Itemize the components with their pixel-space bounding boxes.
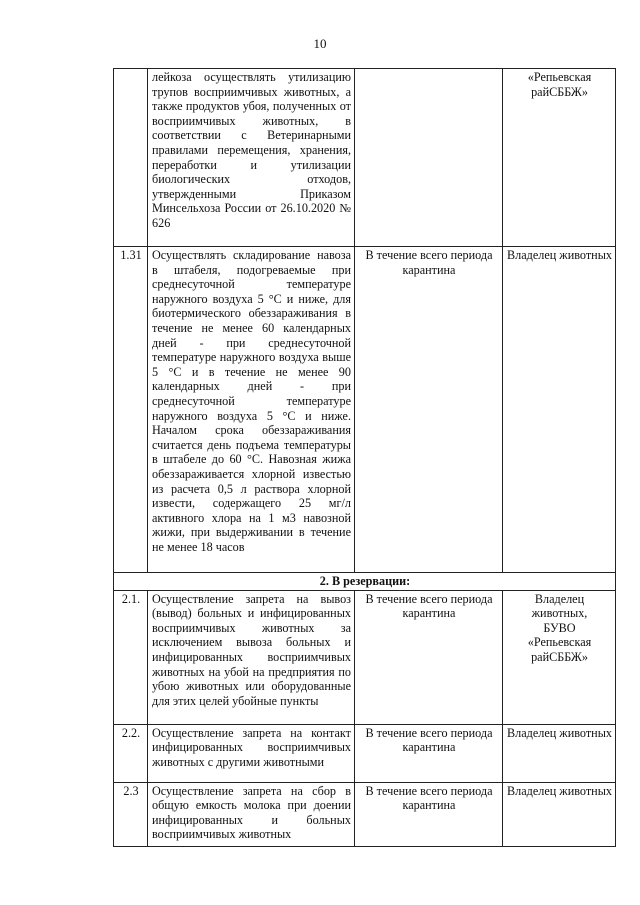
table-row	[114, 724, 616, 782]
row-number: 2.2.	[114, 724, 148, 782]
row-term: В течение всего периода карантина	[355, 782, 503, 846]
row-responsible: Владелец животных	[503, 782, 616, 846]
row-number	[114, 69, 148, 247]
section-header-row	[114, 573, 616, 591]
row-description: Осуществление запрета на сбор в общую емкость молока при доении инфицированных и больных восприимчивых животных	[148, 782, 355, 846]
row-description: Осуществление запрета на вывоз (вывод) больных и инфицированных восприимчивых животных за исключением вывоза больных и инфицированных восприимчивых животных на убой на предприятия по убою животных или оборудованные для этих целей убойные пункты	[148, 590, 355, 724]
row-description: лейкоза осуществлять утилизацию трупов восприимчивых животных, а также продуктов убоя, полученных от восприимчивых животных, в соответствии с Ветеринарными правилами перемещения, хранения, переработки и утилизации биологических отходов, утвержденными Приказом Минсельхоза России от 26.10.2020 № 626	[148, 69, 355, 247]
row-number: 2.1.	[114, 590, 148, 724]
row-responsible: «Репьевская райСББЖ»	[503, 69, 616, 247]
measures-table	[113, 68, 616, 847]
row-number: 2.3	[114, 782, 148, 846]
page-number: 10	[313, 36, 327, 51]
row-description: Осуществлять складирование навоза в штабеля, подогреваемые при среднесуточной температуре наружного воздуха 5 °С и ниже, для биотермического обеззараживания в течение не менее 60 календарных дней - при среднесуточной температуре наружного воздуха выше 5 °С и в течение не менее 90 календарных дней - при среднесуточной температуре наружного воздуха 5 °С и ниже. Началом срока обеззараживания считается день подъема температуры в штабеле до 60 °С. Навозная жижа обеззараживается хлорной известью из расчета 0,5 л раствора хлорной извести, содержащего 25 мг/л активного хлора на 1 м3 навозной жижи, при выдерживании в течение не менее 18 часов	[148, 247, 355, 573]
table-row	[114, 590, 616, 724]
row-responsible: Владелец животных	[503, 247, 616, 573]
row-term: В течение всего периода карантина	[355, 724, 503, 782]
table-row	[114, 782, 616, 846]
row-responsible: Владелец животных, БУВО «Репьевская райСББЖ»	[503, 590, 616, 724]
row-number: 1.31	[114, 247, 148, 573]
row-description: Осуществление запрета на контакт инфицированных восприимчивых животных с другими животными	[148, 724, 355, 782]
table-row	[114, 69, 616, 247]
row-term	[355, 69, 503, 247]
row-term: В течение всего периода карантина	[355, 590, 503, 724]
row-term: В течение всего периода карантина	[355, 247, 503, 573]
row-responsible: Владелец животных	[503, 724, 616, 782]
section-title: 2. В резервации:	[114, 573, 616, 591]
table-row	[114, 247, 616, 573]
